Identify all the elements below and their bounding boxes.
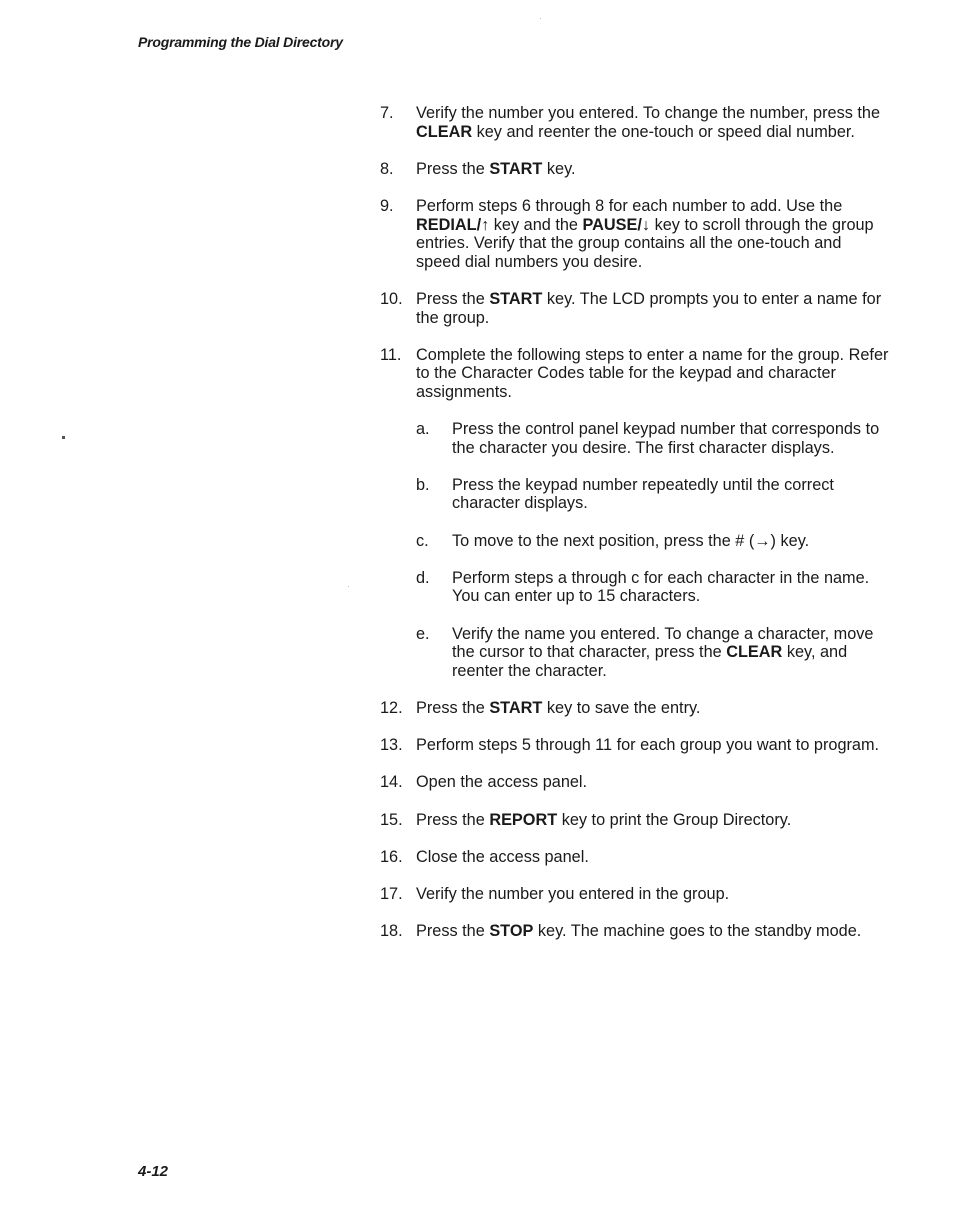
substep-text: Press the control panel keypad number that corresponds to the character you desire. The first character displays.: [452, 420, 880, 457]
substep-text: To move to the next position, press the # (→) key.: [452, 531, 810, 550]
step-text: Press the START key to save the entry.: [416, 699, 701, 717]
step-number: 12.: [380, 699, 403, 717]
step-number: 17.: [380, 884, 403, 903]
substep-text: Perform steps a through c for each character in the name. You can enter up to 15 characters.: [452, 568, 870, 606]
substep-letter: c.: [416, 531, 429, 550]
scan-speck: [540, 18, 541, 19]
step-15: [380, 811, 890, 830]
page-header: Programming the Dial Directory: [138, 34, 343, 50]
substep-text: Press the keypad number repeatedly until the correct character displays.: [452, 475, 834, 513]
substep-b: [416, 476, 890, 513]
instruction-list: [380, 104, 890, 959]
key-name: START: [489, 159, 543, 178]
key-name: START: [489, 699, 543, 717]
step-number: 11.: [380, 345, 402, 364]
page-number: 4-12: [138, 1163, 169, 1180]
step-16: [380, 848, 890, 867]
substep-letter: e.: [416, 624, 430, 643]
step-text: Press the REPORT key to print the Group Directory.: [416, 810, 792, 829]
step-text: Complete the following steps to enter a name for the group. Refer to the Character Codes table for the keypad and character assignments. a. Press the control panel keypad number that corresponds to the character you desire. The first character displays. b. Press the keypad number repeatedly until the correct character displays. c. To move to the next position, press the # (→) key. d. Perform steps a through c for each character in the name. You can enter up to 15 characters. e. Verify the name you entered. To change a character, move the cursor to that character, press the CLEAR key, and reenter the character.: [416, 345, 889, 680]
step-text: Press the START key.: [416, 159, 576, 178]
step-text: Close the access panel.: [416, 847, 589, 866]
step-number: 7.: [380, 104, 394, 122]
key-name: REPORT: [489, 810, 558, 829]
key-name: START: [489, 289, 543, 308]
step-9: [380, 197, 890, 271]
step-number: 9.: [380, 196, 394, 215]
key-name: STOP: [489, 922, 534, 941]
step-text: Perform steps 6 through 8 for each number to add. Use the REDIAL/↑ key and the PAUSE/↓ key to scroll through the group entries. Verify that the group contains all the one-touch and speed dial numbers you desire.: [416, 196, 874, 271]
step-12: [380, 699, 890, 718]
scan-speck: [348, 586, 349, 587]
step-number: 18.: [380, 922, 403, 941]
scan-speck: [62, 436, 65, 439]
step-text: Verify the number you entered. To change the number, press the CLEAR key and reenter the one-touch or speed dial number.: [416, 104, 881, 141]
step-14: [380, 773, 890, 792]
substep-d: [416, 569, 890, 606]
step-number: 13.: [380, 736, 403, 755]
key-name: CLEAR: [416, 122, 473, 141]
substep-e: [416, 625, 890, 681]
step-17: [380, 885, 890, 904]
substep-letter: b.: [416, 475, 430, 494]
step-10: [380, 290, 890, 327]
step-11: [380, 346, 890, 681]
substep-letter: d.: [416, 568, 430, 587]
step-text: Verify the number you entered in the group.: [416, 884, 730, 903]
step-number: 15.: [380, 810, 403, 829]
step-number: 16.: [380, 847, 403, 866]
step-number: 8.: [380, 159, 394, 178]
key-name: CLEAR: [726, 643, 783, 662]
substep-a: [416, 420, 890, 457]
step-number: 14.: [380, 773, 403, 792]
step-13: [380, 736, 890, 755]
step-7: [380, 104, 890, 141]
step-18: [380, 922, 890, 941]
step-text: Press the STOP key. The machine goes to the standby mode.: [416, 922, 862, 941]
step-number: 10.: [380, 289, 403, 308]
key-name: PAUSE/↓: [582, 215, 651, 234]
step-text: Press the START key. The LCD prompts you to enter a name for the group.: [416, 289, 882, 327]
step-text: Open the access panel.: [416, 773, 588, 792]
substep-c: [416, 532, 890, 551]
step-8: [380, 160, 890, 179]
step-text: Perform steps 5 through 11 for each group you want to program.: [416, 736, 880, 755]
substep-text: Verify the name you entered. To change a character, move the cursor to that character, press the CLEAR key, and reenter the character.: [452, 624, 874, 680]
key-name: REDIAL/↑: [416, 215, 490, 234]
substep-list: [416, 420, 890, 680]
substep-letter: a.: [416, 420, 430, 439]
